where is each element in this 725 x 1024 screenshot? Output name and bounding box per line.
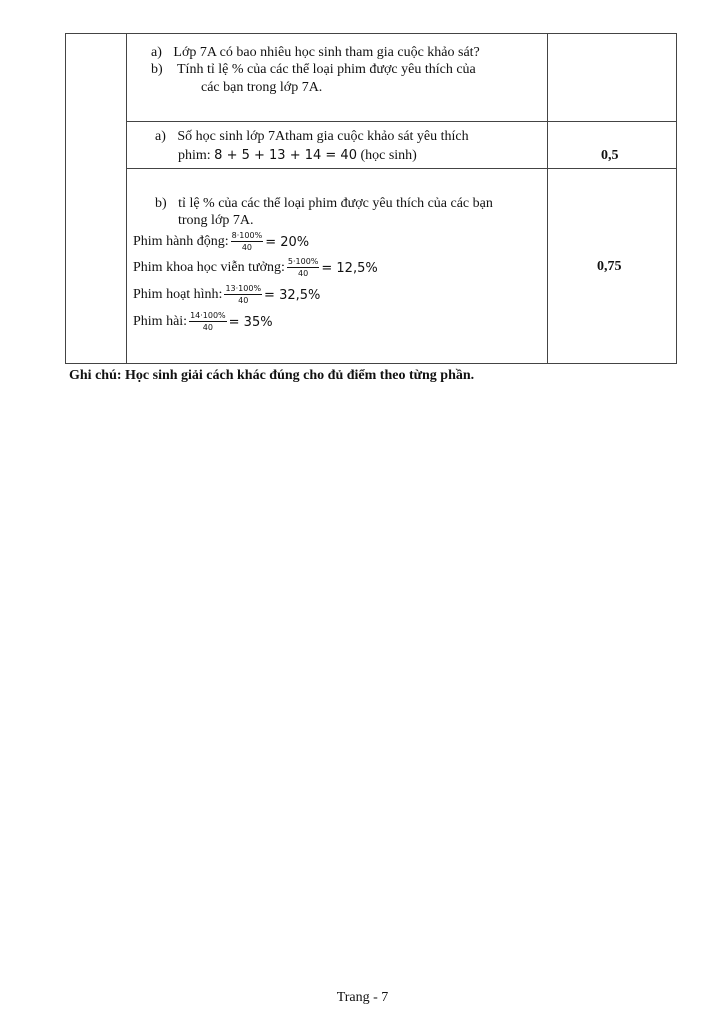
answer-a-line1 <box>155 128 469 145</box>
rate-result: = 32,5% <box>264 287 321 303</box>
column-divider-1 <box>126 34 127 363</box>
fraction-denominator: 40 <box>238 296 249 305</box>
rate-label: Phim hài: <box>133 314 188 329</box>
rate-label: Phim hoạt hình: <box>133 287 223 302</box>
answer-a-suffix: (học sinh) <box>356 148 417 163</box>
answer-a-equation: 8 + 5 + 13 + 14 = 40 <box>214 148 357 163</box>
rate-fraction <box>189 311 227 333</box>
fraction-numerator: 13·100% <box>225 284 262 293</box>
rate-label: Phim khoa học viễn tưởng: <box>133 260 285 275</box>
answer-a-line2 <box>178 147 417 164</box>
rate-row-scifi <box>133 257 378 279</box>
answer-a-text: Số học sinh lớp 7Atham gia cuộc khảo sát yêu thích <box>177 129 469 144</box>
fraction-numerator: 14·100% <box>190 311 226 320</box>
answer-b-marker: b) <box>155 196 167 211</box>
rate-fraction <box>287 257 320 279</box>
rate-fraction <box>224 284 262 306</box>
rate-row-animation <box>133 284 320 306</box>
column-divider-2 <box>547 34 548 363</box>
rate-result: = 12,5% <box>321 260 378 276</box>
fraction-numerator: 5·100% <box>287 257 319 266</box>
fraction-denominator: 40 <box>241 243 253 252</box>
rate-label: Phim hành động: <box>133 234 229 249</box>
rate-row-action <box>133 231 309 253</box>
score-a: 0,5 <box>601 148 619 163</box>
row-divider-2 <box>126 168 676 169</box>
question-a-text: Lớp 7A có bao nhiêu học sinh tham gia cuộc khảo sát? <box>173 45 480 60</box>
page-number: Trang - 7 <box>336 990 389 1005</box>
rate-fraction <box>231 231 264 253</box>
answer-a-prefix: phim: <box>178 148 215 163</box>
question-a-marker: a) <box>151 45 162 60</box>
rate-result: = 35% <box>228 314 273 330</box>
question-b <box>151 61 476 78</box>
row-divider-1 <box>126 121 676 122</box>
fraction-denominator: 40 <box>298 269 309 278</box>
question-b-line2: các bạn trong lớp 7A. <box>201 80 323 95</box>
rate-row-comedy <box>133 311 273 333</box>
fraction-numerator: 8·100% <box>231 231 263 240</box>
question-a <box>151 44 480 61</box>
score-b: 0,75 <box>597 259 622 274</box>
fraction-denominator: 40 <box>202 323 213 332</box>
answer-a-marker: a) <box>155 129 166 144</box>
answer-b-line2: trong lớp 7A. <box>178 213 254 228</box>
rate-result: = 20% <box>265 234 310 250</box>
grading-note: Ghi chú: Học sinh giải cách khác đúng cho đủ điểm theo từng phần. <box>69 368 475 383</box>
question-b-line1: Tính tỉ lệ % của các thể loại phim được yêu thích của <box>177 62 476 77</box>
question-b-marker: b) <box>151 62 163 77</box>
answer-b-text: tỉ lệ % của các thể loại phim được yêu thích của các bạn <box>178 196 493 211</box>
answer-b-line1 <box>155 195 493 212</box>
